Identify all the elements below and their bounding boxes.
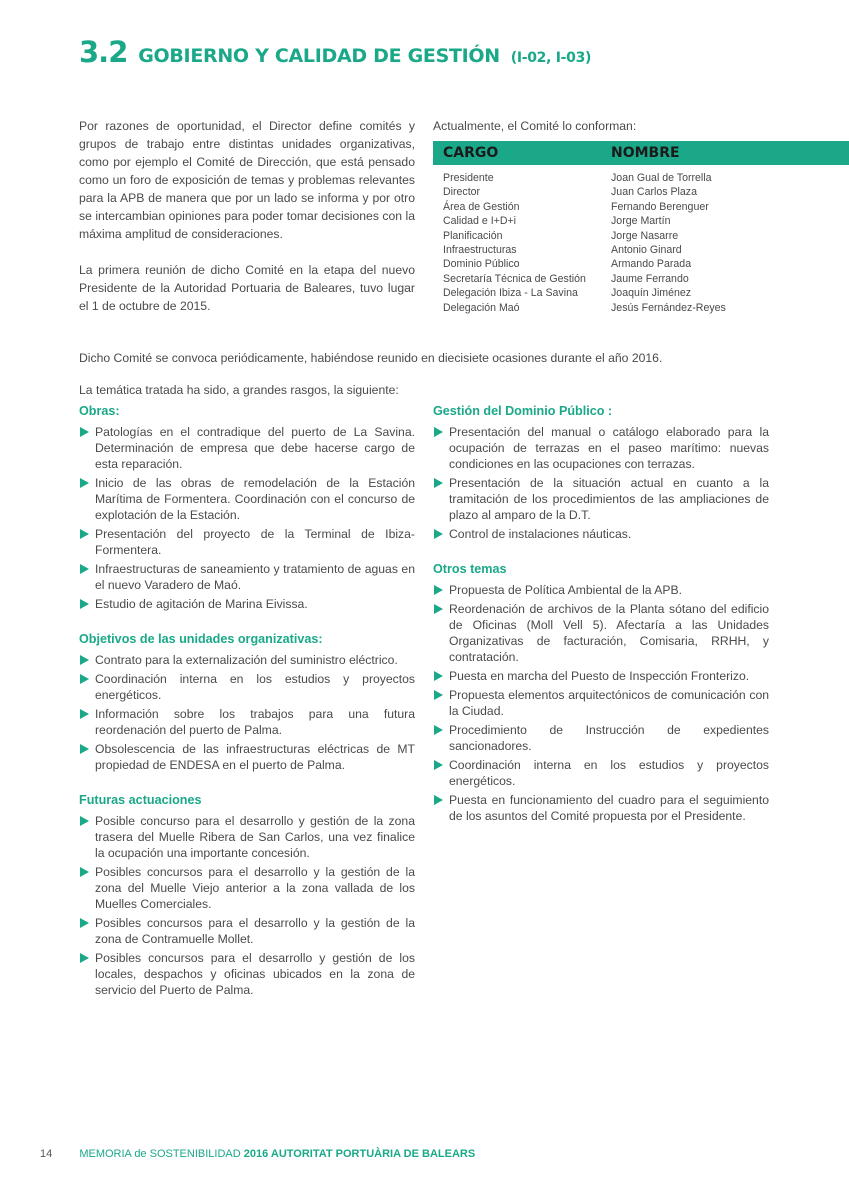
- triangle-bullet-icon: [434, 478, 443, 488]
- topic-list-item: [79, 475, 415, 523]
- committee-row: [433, 185, 849, 199]
- committee-nombre: Joaquín Jiménez: [611, 287, 692, 300]
- triangle-bullet-icon: [80, 709, 89, 719]
- topic-list: [79, 424, 415, 612]
- committee-row: [433, 229, 849, 243]
- topics-right-column: [433, 402, 769, 842]
- triangle-bullet-icon: [80, 918, 89, 928]
- topic-item-text: Patologías en el contradique del puerto de La Savina. Determinación de empresa que debe hacerse cargo de esta reparación.: [95, 425, 415, 471]
- committee-nombre: Jaume Ferrando: [611, 272, 689, 285]
- topic-section-title: Otros temas: [433, 562, 507, 576]
- section-number: 3.2: [79, 35, 128, 69]
- topic-item-text: Inicio de las obras de remodelación de la Estación Marítima de Formentera. Coordinación con el concurso de explotación de la Estación.: [95, 476, 415, 522]
- topic-item-text: Obsolescencia de las infraestructuras eléctricas de MT propiedad de ENDESA en el puerto de Palma.: [95, 742, 415, 772]
- topic-item-text: Propuesta de Política Ambiental de la APB.: [449, 583, 683, 597]
- committee-table-body: [433, 165, 849, 315]
- triangle-bullet-icon: [434, 427, 443, 437]
- topic-section: [79, 402, 415, 612]
- topic-item-text: Coordinación interna en los estudios y proyectos energéticos.: [95, 672, 415, 702]
- topic-section: [79, 630, 415, 773]
- committee-nombre: Joan Gual de Torrella: [611, 172, 712, 184]
- committee-cargo: Secretaría Técnica de Gestión: [443, 272, 586, 285]
- page-number: 14: [40, 1148, 53, 1160]
- topic-list-item: [79, 706, 415, 738]
- intro-paragraph-1: Por razones de oportunidad, el Director define comités y grupos de trabajo entre distintas unidades organizativas, como por ejemplo el Comité de Dirección, que está pensado como un foro de exposición de temas y problemas relevantes para la APB de manera que por un lado se informa y por otro se intercambian opiniones para poder tomar decisiones con la máxima amplitud de consideraciones.: [79, 119, 415, 241]
- topic-section-title: Objetivos de las unidades organizativas:: [79, 632, 323, 646]
- topic-list-item: [433, 668, 769, 684]
- committee-row: [433, 272, 849, 286]
- committee-cargo: Área de Gestión: [443, 200, 520, 213]
- topic-item-text: Posibles concursos para el desarrollo y la gestión de la zona del Muelle Viejo anterior a la zona vallada de los Muelles Comerciales.: [95, 865, 415, 911]
- topic-item-text: Puesta en funcionamiento del cuadro para el seguimiento de los asuntos del Comité propuesta por el Presidente.: [449, 793, 769, 823]
- section-title: GOBIERNO Y CALIDAD DE GESTIÓN: [138, 45, 500, 67]
- topics-left-column: [79, 402, 415, 1016]
- topic-list-item: [79, 652, 415, 668]
- topic-list-item: [79, 813, 415, 861]
- topic-item-text: Posibles concursos para el desarrollo y gestión de los locales, despachos y oficinas ubicados en la zona de servicio del Puerto de Palma.: [95, 951, 415, 997]
- triangle-bullet-icon: [80, 427, 89, 437]
- topic-list-item: [433, 757, 769, 789]
- topic-list-item: [79, 915, 415, 947]
- page-title: [79, 32, 591, 70]
- committee-row: [433, 301, 849, 315]
- topic-list-item: [79, 950, 415, 998]
- topic-section-title: Obras:: [79, 404, 120, 418]
- triangle-bullet-icon: [80, 655, 89, 665]
- triangle-bullet-icon: [80, 953, 89, 963]
- topic-list: [433, 582, 769, 824]
- topic-list: [433, 424, 769, 542]
- topic-list-item: [79, 671, 415, 703]
- topic-section-title: Gestión del Dominio Público :: [433, 404, 613, 418]
- committee-nombre: Juan Carlos Plaza: [611, 186, 697, 199]
- triangle-bullet-icon: [80, 564, 89, 574]
- committee-row: [433, 200, 849, 214]
- topic-list-item: [433, 792, 769, 824]
- committee-cargo: Delegación Ibiza - La Savina: [443, 287, 578, 300]
- triangle-bullet-icon: [80, 816, 89, 826]
- committee-cargo: Delegación Maó: [443, 301, 520, 314]
- topic-item-text: Control de instalaciones náuticas.: [449, 527, 632, 541]
- triangle-bullet-icon: [80, 478, 89, 488]
- topic-list-item: [433, 424, 769, 472]
- topic-section-title: Futuras actuaciones: [79, 793, 202, 807]
- triangle-bullet-icon: [434, 671, 443, 681]
- topic-list-item: [433, 526, 769, 542]
- topic-item-text: Posible concurso para el desarrollo y gestión de la zona trasera del Muelle Ribera de San Carlos, una vez finalice la ocupación una importante concesión.: [95, 814, 415, 860]
- topic-item-text: Puesta en marcha del Puesto de Inspección Fronterizo.: [449, 669, 750, 683]
- topic-item-text: Posibles concursos para el desarrollo y la gestión de la zona de Contramuelle Mollet.: [95, 916, 415, 946]
- triangle-bullet-icon: [434, 604, 443, 614]
- topic-list-item: [79, 424, 415, 472]
- topic-section: [79, 791, 415, 998]
- intro-column: [79, 117, 415, 315]
- committee-nombre: Jorge Nasarre: [611, 229, 679, 242]
- committee-nombre: Fernando Berenguer: [611, 200, 709, 213]
- tematica-paragraph: La temática tratada ha sido, a grandes rasgos, la siguiente:: [79, 383, 399, 397]
- committee-lead: Actualmente, el Comité lo conforman:: [433, 119, 637, 133]
- committee-cargo: Dominio Público: [443, 258, 520, 271]
- topic-item-text: Propuesta elementos arquitectónicos de comunicación con la Ciudad.: [449, 688, 769, 718]
- triangle-bullet-icon: [80, 867, 89, 877]
- intro-paragraph-2: La primera reunión de dicho Comité en la etapa del nuevo Presidente de la Autoridad Portuaria de Baleares, tuvo lugar el 1 de octubre de 2015.: [79, 263, 415, 313]
- triangle-bullet-icon: [80, 744, 89, 754]
- triangle-bullet-icon: [80, 674, 89, 684]
- committee-nombre: Antonio Ginard: [611, 244, 682, 257]
- topic-list-item: [433, 582, 769, 598]
- triangle-bullet-icon: [434, 760, 443, 770]
- topic-item-text: Reordenación de archivos de la Planta sótano del edificio de Oficinas (Moll Vell 5). Afectaría a las Unidades Organizativas de facturación, Comisaria, RRHH, y contratación.: [449, 602, 769, 664]
- committee-nombre: Jorge Martín: [611, 215, 671, 228]
- triangle-bullet-icon: [80, 599, 89, 609]
- committee-cargo: Planificación: [443, 229, 503, 242]
- topic-item-text: Procedimiento de Instrucción de expedientes sancionadores.: [449, 723, 769, 753]
- convoca-paragraph: Dicho Comité se convoca periódicamente, habiéndose reunido en diecisiete ocasiones durante el año 2016.: [79, 351, 663, 365]
- committee-row: [433, 243, 849, 257]
- topic-list-item: [433, 475, 769, 523]
- topic-item-text: Presentación de la situación actual en cuanto a la tramitación de los procedimientos de las ampliaciones de plazo al amparo de la D.T.: [449, 476, 769, 522]
- triangle-bullet-icon: [434, 795, 443, 805]
- committee-nombre: Jesús Fernández-Reyes: [611, 301, 726, 314]
- topic-item-text: Estudio de agitación de Marina Eivissa.: [95, 597, 308, 611]
- committee-row: [433, 171, 849, 185]
- committee-table: [433, 117, 849, 315]
- topic-list-item: [433, 687, 769, 719]
- triangle-bullet-icon: [434, 529, 443, 539]
- topic-list-item: [79, 741, 415, 773]
- column-header-cargo: CARGO: [443, 145, 499, 161]
- topic-section: [433, 560, 769, 824]
- topic-list: [79, 813, 415, 998]
- topic-item-text: Coordinación interna en los estudios y proyectos energéticos.: [449, 758, 769, 788]
- topic-item-text: Contrato para la externalización del suministro eléctrico.: [95, 653, 398, 667]
- topic-section: [433, 402, 769, 542]
- committee-nombre: Armando Parada: [611, 258, 692, 271]
- topic-item-text: Infraestructuras de saneamiento y tratamiento de aguas en el nuevo Varadero de Maó.: [95, 562, 415, 592]
- triangle-bullet-icon: [80, 529, 89, 539]
- topic-list-item: [79, 864, 415, 912]
- topic-list-item: [79, 596, 415, 612]
- committee-row: [433, 214, 849, 228]
- triangle-bullet-icon: [434, 725, 443, 735]
- section-ref: (I-02, I-03): [510, 50, 592, 66]
- committee-row: [433, 286, 849, 300]
- topic-list: [79, 652, 415, 773]
- footer-doc-year-org: 2016 AUTORITAT PORTUÀRIA DE BALEARS: [243, 1148, 476, 1160]
- topic-item-text: Información sobre los trabajos para una futura reordenación del puerto de Palma.: [95, 707, 415, 737]
- topic-list-item: [79, 561, 415, 593]
- committee-cargo: Presidente: [443, 172, 494, 184]
- footer-doc-name: MEMORIA de SOSTENIBILIDAD: [79, 1148, 241, 1160]
- topic-list-item: [79, 526, 415, 558]
- column-header-nombre: NOMBRE: [611, 145, 680, 161]
- committee-cargo: Infraestructuras: [443, 244, 517, 257]
- topic-list-item: [433, 601, 769, 665]
- topic-list-item: [433, 722, 769, 754]
- committee-cargo: Calidad e I+D+i: [443, 215, 517, 228]
- page-footer: [40, 1148, 475, 1160]
- topic-item-text: Presentación del manual o catálogo elaborado para la ocupación de terrazas en el paseo marítimo: nuevas condiciones en las ocupaciones con terrazas.: [449, 425, 769, 471]
- topic-item-text: Presentación del proyecto de la Terminal de Ibiza-Formentera.: [95, 527, 415, 557]
- triangle-bullet-icon: [434, 585, 443, 595]
- committee-cargo: Director: [443, 186, 481, 199]
- committee-row: [433, 257, 849, 271]
- committee-table-header: [433, 141, 849, 165]
- triangle-bullet-icon: [434, 690, 443, 700]
